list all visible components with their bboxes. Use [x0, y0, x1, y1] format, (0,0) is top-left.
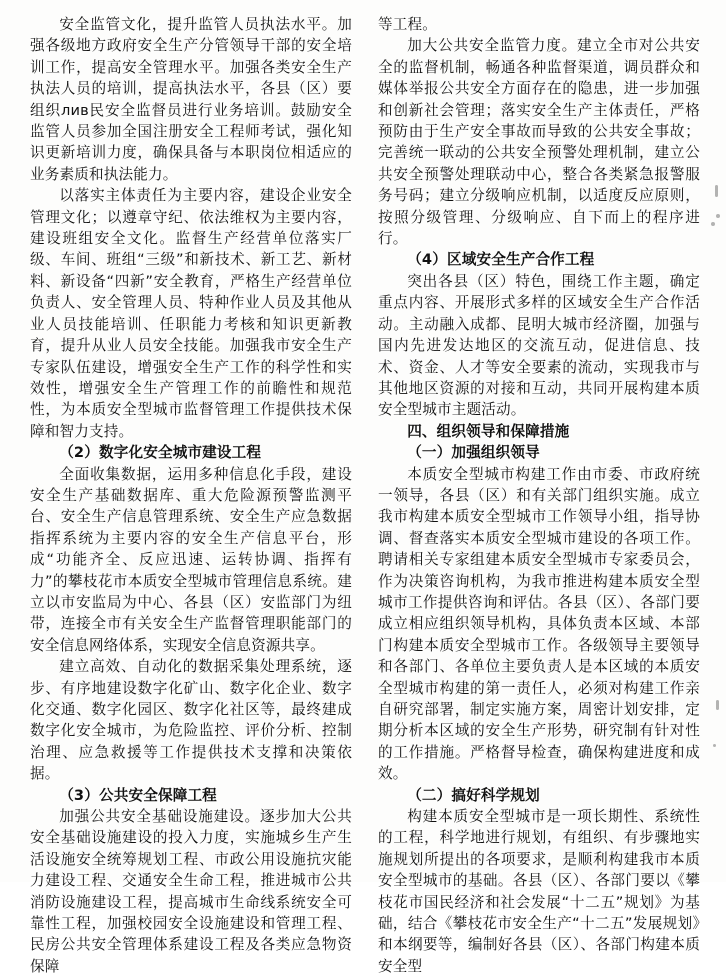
paragraph: 突出各县（区）特色，围绕工作主题，确定重点内容、开展形式多样的区域安全生产合作活动。主动融入成都、昆明大城市经济圈，加强与国内先进发达地区的交流互动，促进信息、技术、资金、人才等安全要素的流动，实现我市与其他地区资源的对接和互动，共同开展构建本质安全型城市主题活动。 [378, 272, 700, 419]
scan-speck [715, 185, 718, 197]
paragraph: 构建本质安全型城市是一项长期性、系统性的工程，科学地进行规划，有组织、有步骤地实施规划所提出的各项要求，是顺利构建我市本质安全型城市的基础。各县（区）、各部门要以《攀枝花市国民经济和社会发展“十二五”规划》为基础，结合《攀枝花市安全生产“十二五”发展规划》和本纲要等，编制好各县（区）、各部门构建本质安全型 [378, 808, 700, 975]
scan-speck [716, 214, 720, 218]
scan-artifacts [710, 0, 724, 882]
paragraph: 加强公共安全基础设施建设。逐步加大公共安全基础设施建设的投入力度，实施城乡生产生活设施安全统筹规划工程、市政公用设施抗灾能力建设工程、交通安全生命工程，推进城市公共消防设施建设工程，提高城市生命线系统安全可靠性工程，加强校园安全设施建设和管理工程、民房公共安全管理体系建设工程及各类应急物资保障 [30, 808, 352, 975]
left-text-column [30, 14, 352, 975]
two-column-layout [30, 14, 704, 975]
paragraph: 等工程。 [378, 16, 437, 33]
section-heading: 四、组织领导和保障措施 [407, 422, 570, 440]
scan-speck [716, 700, 719, 710]
paragraph: 本质安全型城市构建工作由市委、市政府统一领导，各县（区）和有关部门组织实施。成立我市构建本质安全型城市工作领导小组，指导协调、督查落实本质安全型城市建设的各项工作。聘请相关专家组建本质安全型城市专家委员会，作为决策咨询机构，为我市推进构建本质安全型城市工作提供咨询和评估。各县（区）、各部门要成立相应组织领导机构，具体负责本区域、本部门构建本质安全型城市工作。各级领导主要领导和各部门、各单位主要负责人是本区域的本质安全型城市构建的第一责任人，必须对构建工作亲自研究部署，制定实施方案，周密计划安排，定期分析本区域的安全生产形势，研究制有针对性的工作措施。严格督导检查，确保构建进度和成效。 [378, 465, 700, 783]
paragraph: 建立高效、自动化的数据采集处理系统，逐步、有序地建设数字化矿山、数字化企业、数字化交通、数字化园区、数字化社区等，最终建成数字化安全城市，为危险监控、评价分析、控制治理、应急救援等工作提供技术支撑和决策依据。 [30, 658, 352, 783]
paragraph: 以落实主体责任为主要内容，建设企业安全管理文化；以遵章守纪、依法维权为主要内容，建设班组安全文化。监督生产经营单位落实厂级、车间、班组“三级”和新技术、新工艺、新材料、新设备“四新”安全教育，严格生产经营单位负责人、安全管理人员、特种作业人员及其他从业人员技能培训、任职能力考核和知识更新教育，提升从业人员安全技能。加强我市安全生产专家队伍建设，增强安全生产工作的科学性和实效性，增强安全生产管理工作的前瞻性和规范性，为本质安全型城市监督管理工作提供技术保障和智力支持。 [30, 187, 352, 440]
paragraph: 加大公共安全监管力度。建立全市对公共安全的监督机制，畅通各种监督渠道，调员群众和媒体举报公共安全方面存在的隐患，进一步加强和创新社会管理；落实安全生产主体责任，严格预防由于生产安全事故而导致的公共安全事故；完善统一联动的公共安全预警处理机制，建立公共安全预警处理联动中心，整合各类紧急报警服务号码；建立分级响应机制，以适度反应原则，按照分级管理、分级响应、自下而上的程序进行。 [378, 37, 700, 248]
paragraph: 全面收集数据，运用多种信息化手段，建设安全生产基础数据库、重大危险源预警监测平台、安全生产信息管理系统、安全生产应急数据指挥系统为主要内容的安全生产信息平台，形成“功能齐全、反应迅速、运转协调、指挥有力”的攀枝花市本质安全型城市管理信息系统。建立以市安监局为中心、各县（区）安监部门为纽带，连接全市有关安全生产监督管理职能部门的安全信息网络体系，实现安全信息资源共享。 [30, 465, 352, 654]
subsection-heading: （一）加强组织领导 [407, 444, 540, 462]
paragraph: 安全监管文化，提升监管人员执法水平。加强各级地方政府安全生产分管领导干部的安全培训工作，提高安全管理水平。加强各类安全生产执法人员的培训，提高执法水平，各县（区）要组织лив民安全监督员进行业务培训。鼓励安全监管人员参加全国注册安全工程师考试，强化知识更新培训力度，确保具备与本职岗位相适应的业务素质和执法能力。 [30, 16, 352, 183]
right-text-column [378, 14, 700, 975]
scan-speck [713, 744, 716, 747]
section-heading: （2）数字化安全城市建设工程 [59, 444, 262, 462]
subsection-heading: （二）搞好科学规划 [407, 786, 540, 804]
section-heading: （4）区域安全生产合作工程 [407, 251, 595, 269]
scan-speck [711, 222, 715, 226]
section-heading: （3）公共安全保障工程 [59, 786, 217, 804]
